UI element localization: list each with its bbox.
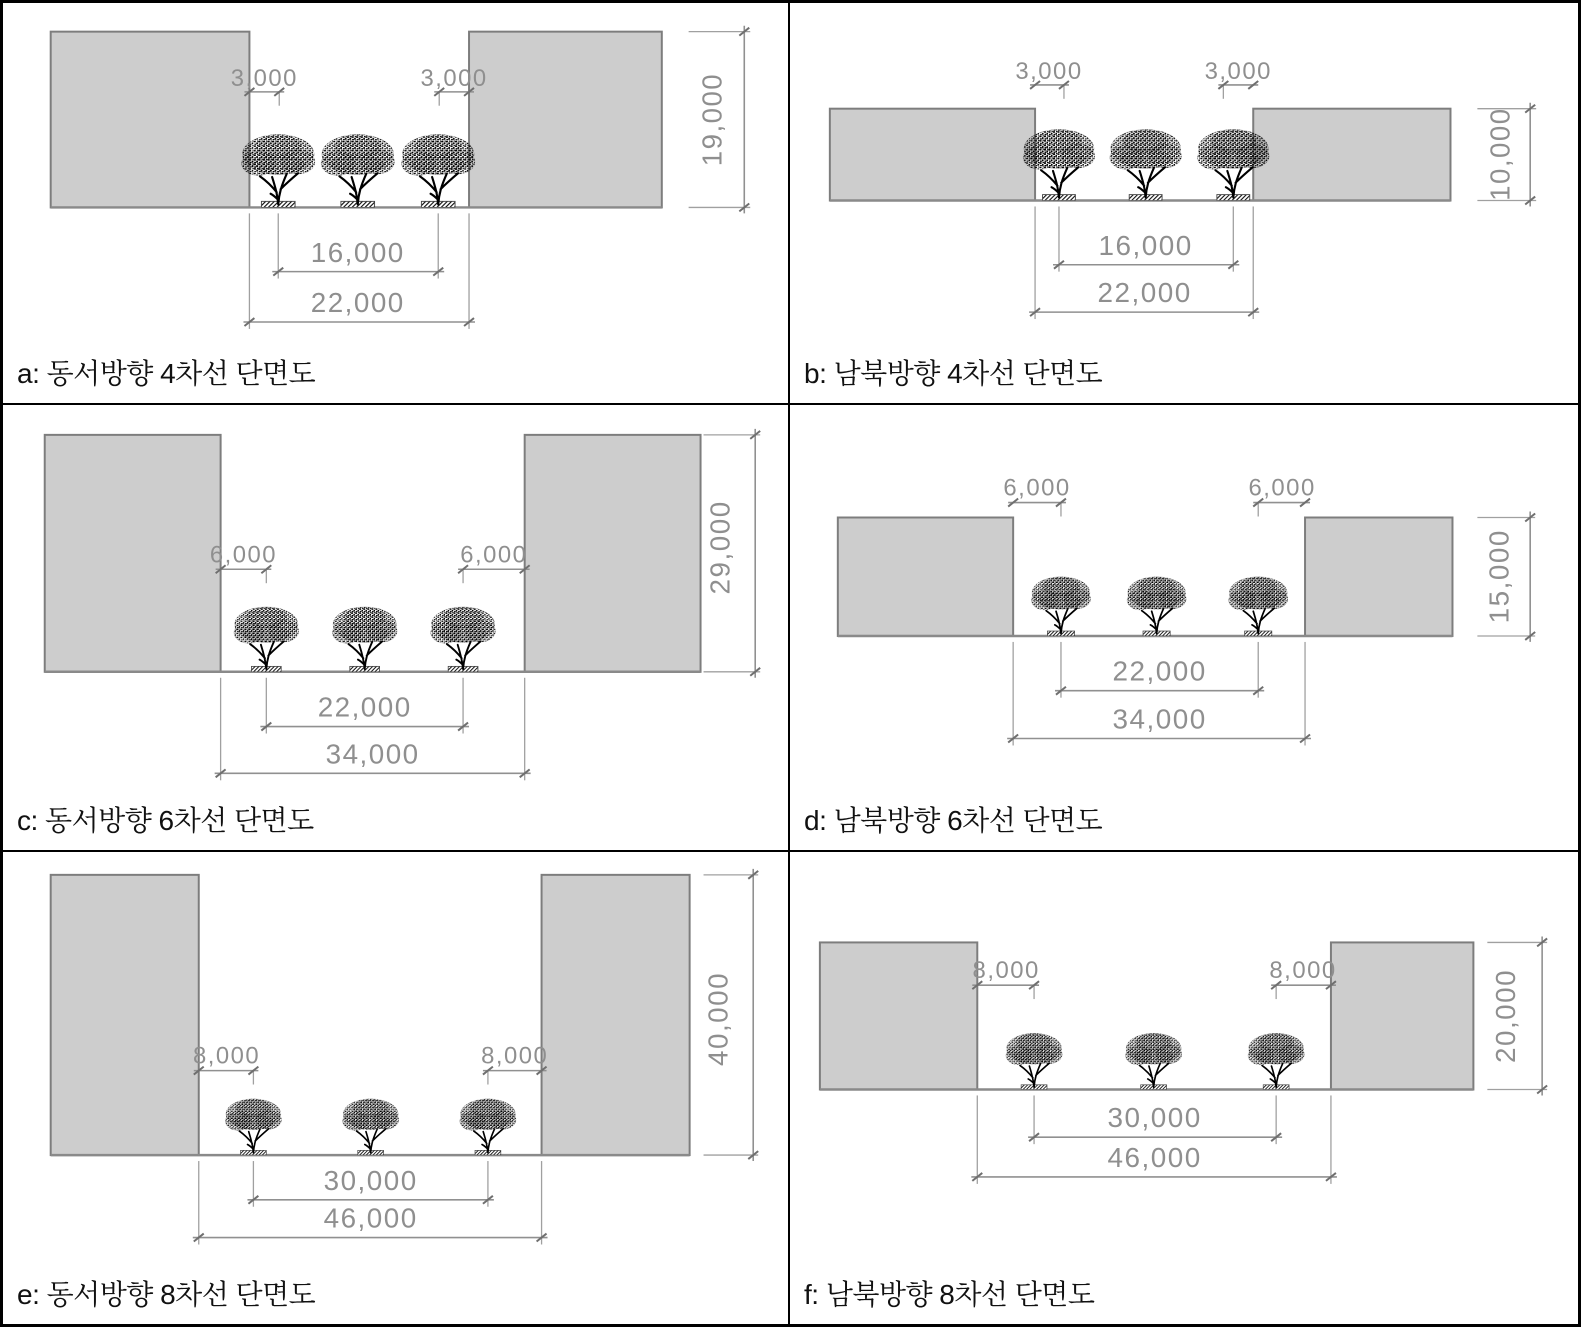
- tree-icon: [431, 607, 496, 672]
- tree-icon: [332, 607, 397, 672]
- dim-label: 6,000: [209, 541, 278, 569]
- tree-icon: [321, 134, 394, 207]
- dim-label: 30,000: [1107, 1102, 1202, 1134]
- dim-label: 46,000: [1107, 1142, 1202, 1173]
- panel-f-caption: f: 남북방향 8차선 단면도: [804, 1279, 1095, 1310]
- dim-label: 6,000: [460, 541, 528, 569]
- panel-a-caption: a: 동서방향 4차선 단면도: [17, 358, 316, 389]
- dim-building-height: [1487, 936, 1547, 1095]
- dim-label: 8,000: [481, 1042, 549, 1070]
- panel-f-diagram: [790, 852, 1578, 1324]
- dim-road-width: [272, 213, 444, 278]
- tree-icon: [402, 134, 475, 207]
- dim-road-width: [247, 1161, 493, 1207]
- tree-icon: [242, 134, 315, 207]
- dim-label: 46,000: [323, 1202, 418, 1234]
- dim-setback-right: [481, 1043, 548, 1085]
- dim-road-width: [1053, 206, 1239, 271]
- dim-label: 22,000: [317, 691, 412, 723]
- panel-f: [790, 852, 1578, 1324]
- panel-e-caption: e: 동서방향 8차선 단면도: [17, 1279, 316, 1310]
- panel-a: [3, 3, 790, 405]
- tree-icon: [1229, 577, 1288, 636]
- building-left: [51, 875, 199, 1155]
- dim-setback-right: [458, 541, 530, 583]
- dim-road-width: [260, 678, 469, 734]
- building-right: [1253, 109, 1450, 201]
- tree-icon: [460, 1099, 516, 1155]
- panel-d-caption: d: 남북방향 6차선 단면도: [804, 805, 1103, 836]
- tree-icon: [343, 1099, 399, 1155]
- tree-icon: [1125, 1033, 1181, 1089]
- dim-building-height: [702, 869, 758, 1161]
- dim-label: 19,000: [696, 72, 728, 167]
- dim-label: 3,000: [230, 65, 298, 92]
- tree-icon: [1127, 577, 1186, 636]
- dim-road-width: [1028, 1095, 1282, 1144]
- dim-label: 40,000: [702, 971, 734, 1066]
- dim-label: 3,000: [420, 65, 488, 92]
- building-left: [45, 435, 221, 672]
- building-right: [1305, 517, 1452, 635]
- dim-label: 22,000: [310, 287, 405, 319]
- dim-label: 22,000: [1097, 277, 1192, 309]
- dim-label: 16,000: [310, 236, 405, 268]
- dim-label: 6,000: [1248, 474, 1316, 502]
- dim-setback-left: [1003, 475, 1070, 517]
- building-right: [542, 875, 690, 1155]
- tree-icon: [234, 607, 299, 672]
- dim-setback-right: [1248, 475, 1315, 517]
- panel-c-diagram: [3, 405, 788, 850]
- building-left: [51, 32, 250, 208]
- dim-building-height: [704, 429, 761, 678]
- dim-total-width: [1029, 206, 1259, 319]
- building-right: [469, 32, 662, 208]
- tree-icon: [1006, 1033, 1062, 1089]
- building-left: [820, 942, 977, 1089]
- panel-e: [3, 852, 790, 1324]
- dim-setback-left: [193, 1043, 260, 1085]
- panel-c-caption: c: 동서방향 6차선 단면도: [17, 805, 314, 836]
- building-left: [830, 109, 1035, 201]
- dim-label: 34,000: [325, 738, 420, 770]
- dim-building-height: [1477, 103, 1536, 207]
- panel-b-caption: b: 남북방향 4차선 단면도: [804, 358, 1103, 389]
- dim-setback-right: [1205, 58, 1272, 99]
- dim-label: 10,000: [1484, 107, 1516, 201]
- panel-b-diagram: [790, 3, 1578, 403]
- dim-road-width: [1055, 642, 1264, 698]
- dim-label: 20,000: [1490, 968, 1522, 1063]
- dim-label: 8,000: [1269, 957, 1337, 985]
- panel-d: [790, 405, 1578, 852]
- building-right: [1331, 942, 1473, 1089]
- tree-icon: [1248, 1033, 1304, 1089]
- dim-label: 8,000: [193, 1042, 261, 1070]
- panel-d-diagram: [790, 405, 1578, 850]
- dim-label: 8,000: [972, 957, 1040, 985]
- dim-label: 3,000: [1015, 58, 1083, 86]
- dim-label: 34,000: [1112, 703, 1207, 735]
- dim-building-height: [1477, 512, 1535, 642]
- dim-label: 6,000: [1003, 474, 1071, 502]
- building-left: [838, 517, 1013, 635]
- dim-setback-right: [1269, 957, 1336, 999]
- dim-label: 15,000: [1483, 529, 1515, 624]
- dim-label: 29,000: [704, 500, 736, 595]
- dim-label: 30,000: [323, 1164, 418, 1196]
- dim-building-height: [689, 26, 751, 214]
- panel-c: [3, 405, 790, 852]
- panel-a-diagram: [3, 3, 788, 403]
- dim-label: 22,000: [1112, 655, 1207, 687]
- dim-label: 16,000: [1098, 229, 1193, 261]
- tree-icon: [1031, 577, 1090, 636]
- dim-setback-left: [1015, 58, 1082, 99]
- building-right: [525, 435, 701, 672]
- dim-setback-left: [972, 957, 1039, 999]
- panel-e-diagram: [3, 852, 788, 1324]
- dim-label: 3,000: [1204, 58, 1272, 86]
- tree-icon: [225, 1099, 281, 1155]
- tree-icon: [1110, 129, 1182, 200]
- panel-b: [790, 3, 1578, 405]
